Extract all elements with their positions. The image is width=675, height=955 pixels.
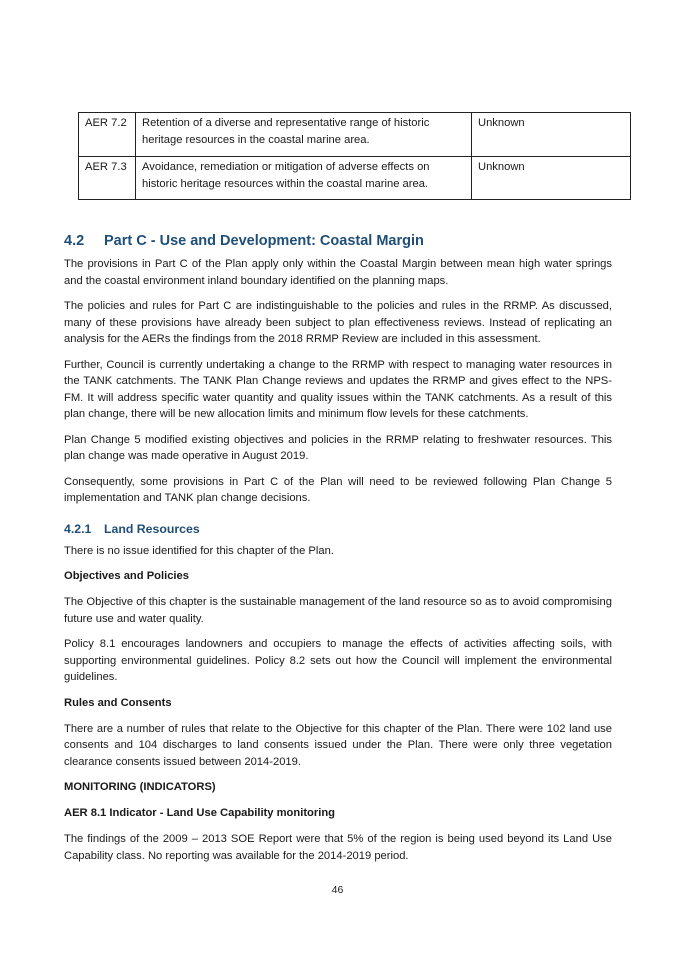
aer-indicator-heading: AER 8.1 Indicator - Land Use Capability monitoring [64, 807, 336, 819]
paragraph: Further, Council is currently undertaking a change to the RRMP with respect to managing water resources in the TANK catchments. The TANK Plan Change reviews and updates the RRMP and gives effect to the NPS-FM. It will address specific water quantity and quality issues within the TANK catchments. As a result of this plan change, there will be new allocation limits and minimum flow levels for these catchments. [64, 358, 612, 420]
paragraph: Consequently, some provisions in Part C of the Plan will need to be reviewed following Plan Change 5 implementation and TANK plan change decisions. [64, 475, 612, 504]
paragraph: There are a number of rules that relate to the Objective for this chapter of the Plan. There were 102 land use consents and 104 discharges to land consents issued under the Plan. There were only three vegetation clearance consents issued between 2014-2019. [64, 722, 612, 768]
page-content [64, 112, 612, 873]
aer-description-cell: Retention of a diverse and representative range of historic heritage resources in the coastal marine area. [136, 113, 472, 157]
paragraph: The Objective of this chapter is the sustainable management of the land resource so as to avoid compromising future use and water quality. [64, 596, 612, 625]
paragraph: Plan Change 5 modified existing objectives and policies in the RRMP relating to freshwater resources. This plan change was made operative in August 2019. [64, 433, 612, 462]
page-number: 46 [331, 884, 344, 896]
rules-heading: Rules and Consents [64, 696, 172, 709]
objectives-heading: Objectives and Policies [64, 570, 189, 582]
aer-description-cell: Avoidance, remediation or mitigation of adverse effects on historic heritage resources within the coastal marine area. [136, 157, 472, 200]
paragraph: There is no issue identified for this chapter of the Plan. [64, 544, 334, 557]
aer-table [78, 112, 631, 200]
paragraph: The policies and rules for Part C are indistinguishable to the policies and rules in the RRMP. As discussed, many of these provisions have already been subject to plan effectiveness reviews. Instead of replicating an analysis for the AERs the findings from the 2018 RRMP Review are included in this assessment. [64, 300, 612, 345]
subsection-title: Land Resources [104, 521, 200, 536]
paragraph: Policy 8.1 encourages landowners and occupiers to manage the effects of activities affecting soils, with supporting environmental guidelines. Policy 8.2 sets out how the Council will implement the environmental guidelines. [64, 638, 612, 683]
table-row [79, 157, 631, 200]
subsection-number: 4.2.1 [64, 521, 92, 536]
section-heading [64, 232, 612, 250]
aer-status-cell: Unknown [472, 157, 631, 200]
aer-status-cell: Unknown [472, 113, 631, 157]
paragraph: The provisions in Part C of the Plan apply only within the Coastal Margin between mean high water springs and the coastal environment inland boundary identified on the planning maps. [64, 258, 612, 287]
section-number: 4.2 [64, 233, 85, 249]
table-row [79, 113, 631, 157]
aer-code-cell: AER 7.2 [79, 113, 136, 157]
subsection-heading [64, 521, 612, 537]
section-title: Part C - Use and Development: Coastal Margin [104, 233, 424, 249]
aer-code-cell: AER 7.3 [79, 157, 136, 200]
monitoring-heading: MONITORING (INDICATORS) [64, 781, 216, 793]
paragraph: The findings of the 2009 – 2013 SOE Report were that 5% of the region is being used beyond its Land Use Capability class. No reporting was available for the 2014-2019 period. [64, 833, 612, 862]
